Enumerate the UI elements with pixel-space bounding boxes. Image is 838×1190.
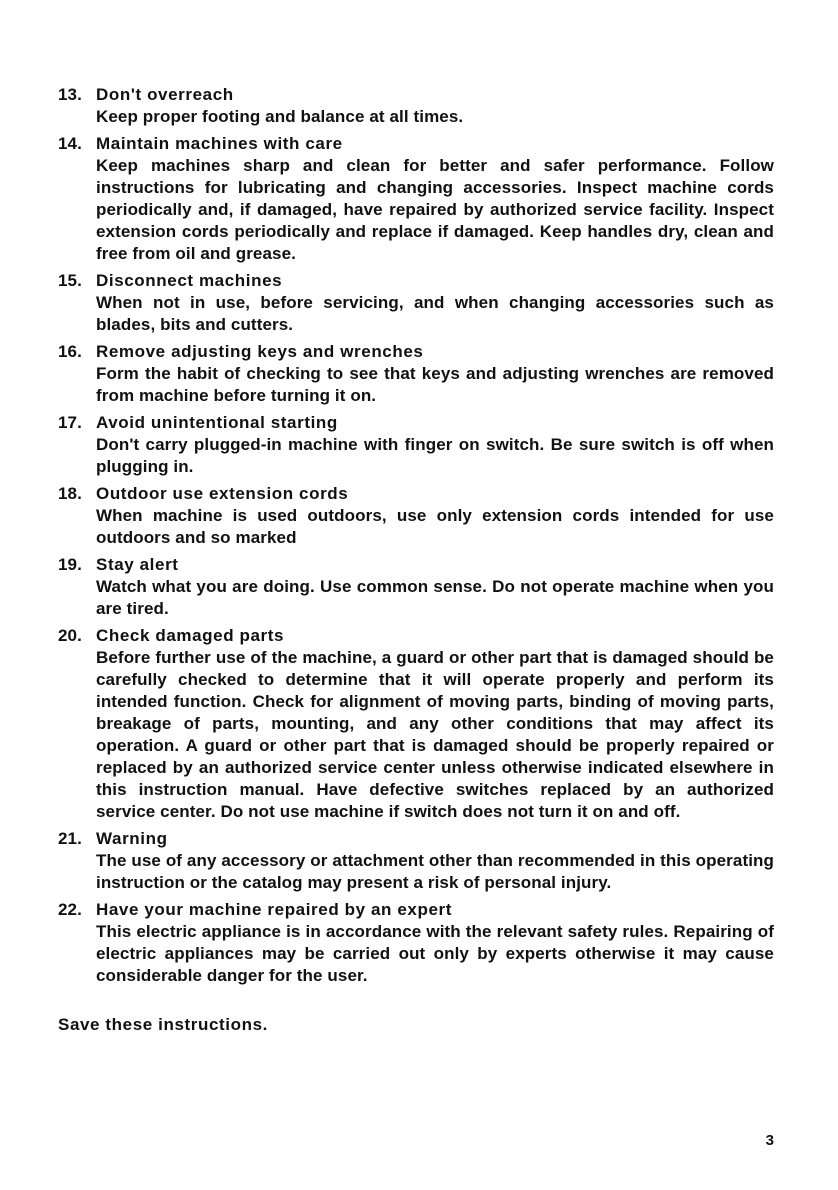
item-title: Maintain machines with care: [96, 134, 343, 153]
item-number: 18.: [58, 484, 82, 503]
item-body: Keep proper footing and balance at all times.: [96, 107, 464, 126]
item-body: Keep machines sharp and clean for better and safer performance. Follow instructions for lubricating and changing accessories. Inspect machine cords periodically and, if damaged, have repaired by authorized service facility. Inspect extension cords periodically and replace if damaged. Keep handles dry, clean and free from oil and grease.: [96, 156, 774, 263]
item-title: Warning: [96, 829, 168, 848]
item-title: Disconnect machines: [96, 271, 283, 290]
item-number: 21.: [58, 829, 82, 848]
instruction-item-22: [58, 899, 774, 987]
instruction-item-15: [58, 270, 774, 336]
item-number: 19.: [58, 555, 82, 574]
instruction-item-19: [58, 554, 774, 620]
item-number: 14.: [58, 134, 82, 153]
item-title: Remove adjusting keys and wrenches: [96, 342, 424, 361]
closing-statement: Save these instructions.: [58, 1015, 268, 1034]
item-title: Have your machine repaired by an expert: [96, 900, 452, 919]
instruction-item-13: [58, 84, 774, 128]
item-title: Don't overreach: [96, 85, 234, 104]
item-body: The use of any accessory or attachment other than recommended in this operating instruction or the catalog may present a risk of personal injury.: [96, 851, 774, 892]
item-body: Before further use of the machine, a guard or other part that is damaged should be carefully checked to determine that it will operate properly and perform its intended function. Check for alignment of moving parts, binding of moving parts, breakage of parts, mounting, and any other conditions that may affect its operation. A guard or other part that is damaged should be properly repaired or replaced by an authorized service center unless otherwise indicated elsewhere in this instruction manual. Have defective switches replaced by an authorized service center. Do not use machine if switch does not turn it on and off.: [96, 648, 774, 821]
instruction-item-18: [58, 483, 774, 549]
item-number: 20.: [58, 626, 82, 645]
item-number: 15.: [58, 271, 82, 290]
instruction-item-20: [58, 625, 774, 823]
instruction-item-14: [58, 133, 774, 265]
item-number: 13.: [58, 85, 82, 104]
item-body: When machine is used outdoors, use only extension cords intended for use outdoors and so marked: [96, 506, 774, 547]
item-title: Stay alert: [96, 555, 179, 574]
item-body: Form the habit of checking to see that keys and adjusting wrenches are removed from machine before turning it on.: [96, 364, 774, 405]
item-number: 16.: [58, 342, 82, 361]
page-number: 3: [765, 1132, 774, 1149]
instruction-item-17: [58, 412, 774, 478]
instruction-item-16: [58, 341, 774, 407]
item-body: When not in use, before servicing, and when changing accessories such as blades, bits and cutters.: [96, 293, 774, 334]
item-body: Don't carry plugged-in machine with finger on switch. Be sure switch is off when plugging in.: [96, 435, 774, 476]
item-body: This electric appliance is in accordance with the relevant safety rules. Repairing of electric appliances may be carried out only by experts otherwise it may cause considerable danger for the user.: [96, 922, 774, 985]
instruction-item-21: [58, 828, 774, 894]
item-title: Avoid unintentional starting: [96, 413, 338, 432]
item-number: 17.: [58, 413, 82, 432]
item-title: Check damaged parts: [96, 626, 285, 645]
item-title: Outdoor use extension cords: [96, 484, 349, 503]
item-body: Watch what you are doing. Use common sense. Do not operate machine when you are tired.: [96, 577, 774, 618]
item-number: 22.: [58, 900, 82, 919]
safety-instructions-list: [58, 84, 774, 992]
